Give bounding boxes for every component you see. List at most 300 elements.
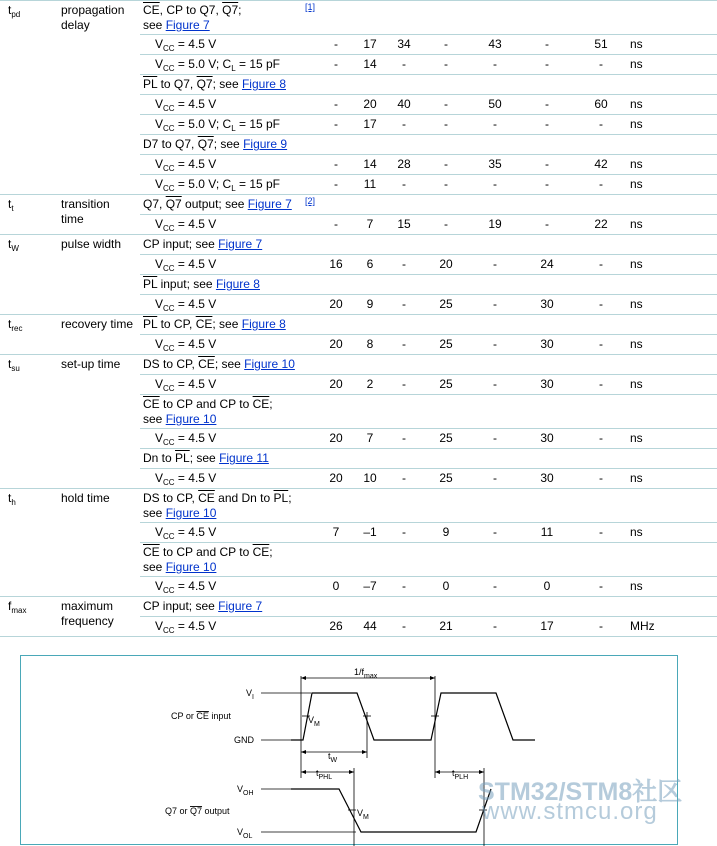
row-divider (140, 154, 717, 155)
parameter-name: time (61, 211, 84, 226)
symbol-letter: t (8, 357, 12, 371)
cl-subscript: L (231, 64, 236, 73)
equals: = (174, 97, 189, 111)
vcc-value: 4.5 V (188, 525, 217, 539)
vcc-symbol: V (155, 177, 164, 191)
cond-max-40-125: - (599, 177, 603, 191)
condition-line2 (143, 506, 216, 521)
cond-min-40-85: - (444, 57, 448, 71)
group-divider (0, 354, 717, 355)
cond-max-25: - (402, 297, 406, 311)
cond-min-40-125: 30 (540, 297, 554, 311)
cond-typ-25: 8 (366, 337, 374, 351)
unit: ns (630, 431, 643, 445)
equals: = (174, 117, 189, 131)
row-divider (140, 428, 717, 429)
cond-min-40-85: - (444, 37, 448, 51)
cond-min-25: 0 (332, 579, 340, 593)
cond-max-25: 15 (397, 217, 411, 231)
condition (143, 237, 262, 252)
vcc-value: 5.0 V (188, 117, 216, 131)
vcc-subscript: CC (163, 384, 175, 393)
vcc-symbol: V (155, 97, 164, 111)
vcc-subscript: CC (163, 586, 175, 595)
cond-max-40-125: - (599, 337, 603, 351)
symbol-subscript: t (11, 204, 14, 213)
cond-max-40-125: - (599, 619, 603, 633)
row-divider (140, 334, 717, 335)
cond-max-40-85: - (493, 177, 497, 191)
cl-subscript: L (231, 124, 236, 133)
symbol-letter: f (8, 599, 12, 613)
separator: ; C (215, 117, 232, 131)
parameter-name: propagation (61, 3, 125, 17)
vcc-value: 4.5 V (188, 37, 217, 51)
cond-typ-25: –1 (363, 525, 377, 539)
fmax-label: $1/f_{max}$ (354, 667, 378, 680)
vm-output-label: $V_M$ (357, 808, 369, 821)
text-run: ; see (189, 451, 220, 465)
cond-min-25: 26 (329, 619, 343, 633)
parameter-name: hold time (61, 491, 110, 505)
symbol (8, 197, 14, 216)
equals: = (174, 217, 189, 231)
text-run: ; (288, 491, 292, 505)
vcc-value: 4.5 V (188, 217, 217, 231)
overbar-signal: $\overline{PL}$ (143, 317, 158, 331)
cond-min-25: - (334, 57, 338, 71)
condition-line2 (143, 18, 210, 33)
vcc-subscript: CC (163, 44, 175, 53)
symbol-subscript: max (11, 606, 27, 615)
condition (143, 3, 242, 18)
symbol-letter: t (8, 317, 12, 331)
vcc-subscript: CC (163, 478, 175, 487)
unit: ns (630, 97, 643, 111)
cond-typ-25: 44 (363, 619, 377, 633)
cond-min-25: - (334, 37, 338, 51)
vcc-value: 4.5 V (188, 257, 217, 271)
condition (143, 357, 295, 372)
text-run: ; see (214, 357, 245, 371)
cond-max-40-85: - (493, 297, 497, 311)
vcc-value: 5.0 V (188, 177, 216, 191)
cond-min-40-125: 11 (540, 525, 554, 539)
symbol-letter: t (8, 3, 12, 17)
text-run: D7 to Q7, (143, 137, 198, 151)
unit: ns (630, 217, 643, 231)
text-run: ; see (213, 137, 244, 151)
equals: = (235, 57, 250, 71)
vol-label: $V_{OL}$ (237, 827, 253, 840)
condition (143, 77, 286, 92)
condition-line2 (143, 412, 216, 427)
unit: ns (630, 57, 643, 71)
symbol (8, 237, 19, 256)
symbol-letter: t (8, 237, 12, 251)
cond-min-25: - (334, 97, 338, 111)
figure-link[interactable]: Figure 10 (165, 559, 217, 574)
unit: ns (630, 377, 643, 391)
figure-link[interactable]: Figure 10 (244, 357, 295, 371)
equals: = (174, 57, 189, 71)
equals: = (174, 157, 189, 171)
cond-typ-25: 9 (366, 297, 374, 311)
cond-min-40-125: - (545, 117, 549, 131)
figure-link[interactable]: Figure 10 (165, 505, 217, 520)
figure-link[interactable]: Figure 11 (219, 451, 269, 465)
cond-typ-25: 11 (363, 177, 377, 191)
cond-min-40-125: 17 (540, 619, 554, 633)
cond-max-40-125: - (599, 257, 603, 271)
cond-min-40-125: 0 (543, 579, 551, 593)
cond-min-25: 20 (329, 297, 343, 311)
cl-value: 15 pF (249, 177, 281, 191)
vcc-symbol: V (155, 579, 164, 593)
q7-output-label: Q7 or Q7 output (165, 806, 230, 816)
cond-max-25: - (402, 57, 406, 71)
footnote-ref[interactable]: [2] (305, 196, 316, 206)
text-run: ; see (212, 317, 242, 331)
cond-max-40-125: 42 (594, 157, 608, 171)
equals: = (174, 37, 189, 51)
text-run: to Q7, (157, 77, 197, 91)
cond-typ-25: 20 (363, 97, 377, 111)
cond-max-25: 34 (397, 37, 411, 51)
figure-link[interactable]: Figure 8 (241, 77, 286, 91)
gnd-label: GND (234, 735, 254, 745)
overbar-signal: $\overline{CE}$ (143, 3, 160, 17)
overbar-signal: $\overline{CE}$ (143, 545, 160, 559)
equals: = (174, 177, 189, 191)
vcc-subscript: CC (163, 224, 175, 233)
symbol-subscript: rec (11, 324, 23, 333)
parameter-name: transition (61, 197, 110, 211)
overbar-signal: Q7 (222, 3, 239, 17)
vcc-symbol: V (155, 337, 164, 351)
row-divider (140, 174, 717, 175)
condition (143, 197, 292, 212)
row-divider (140, 542, 717, 543)
symbol (8, 3, 20, 22)
cond-min-40-125: 24 (540, 257, 554, 271)
unit: ns (630, 297, 643, 311)
cond-max-40-125: - (599, 579, 603, 593)
cond-min-40-85: 25 (439, 471, 453, 485)
cond-min-40-85: 25 (439, 337, 453, 351)
cond-max-40-125: - (599, 377, 603, 391)
figure-link[interactable]: Figure 8 (241, 317, 286, 331)
separator: ; C (215, 177, 232, 191)
cond-min-40-125: 30 (540, 337, 554, 351)
symbol (8, 491, 16, 510)
unit: ns (630, 257, 643, 271)
overbar-signal: $\overline{PL}$ (143, 77, 158, 91)
vcc-subscript: CC (163, 264, 175, 273)
symbol-letter: t (8, 491, 12, 505)
cond-min-40-85: 25 (439, 377, 453, 391)
cond-min-40-85: - (444, 97, 448, 111)
group-divider (0, 596, 717, 597)
cond-min-40-85: 25 (439, 431, 453, 445)
separator: ; C (215, 57, 232, 71)
parameter-name: recovery time (61, 317, 134, 331)
text-run: to CP and CP to (159, 545, 253, 559)
text-run: CP input; see (143, 599, 219, 613)
figure-link[interactable]: Figure 10 (165, 411, 217, 426)
vcc-subscript: CC (163, 184, 175, 193)
symbol (8, 357, 20, 376)
row-divider (140, 522, 717, 523)
cond-min-40-85: 9 (442, 525, 450, 539)
cond-min-25: 20 (329, 471, 343, 485)
output-waveform (291, 789, 491, 832)
cond-min-40-125: - (545, 177, 549, 191)
vcc-subscript: CC (163, 626, 175, 635)
equals: = (174, 619, 189, 633)
symbol-subscript: su (11, 364, 20, 373)
condition (143, 317, 286, 332)
vcc-value: 4.5 V (188, 431, 217, 445)
cond-max-40-85: - (493, 619, 497, 633)
group-divider (0, 234, 717, 235)
text-run: and Dn to (214, 491, 274, 505)
cond-min-25: 20 (329, 377, 343, 391)
overbar-signal: $\overline{CE}$ (195, 317, 213, 331)
vcc-symbol: V (155, 117, 164, 131)
overbar-signal: $\overline{CE}$ (198, 357, 215, 371)
text-run: to CP, (157, 317, 196, 331)
cond-max-25: - (402, 257, 406, 271)
text-run: ; (238, 3, 242, 17)
cond-max-25: - (402, 431, 406, 445)
equals: = (174, 377, 189, 391)
cond-min-40-125: 30 (540, 471, 554, 485)
cond-min-40-85: 0 (442, 579, 450, 593)
vcc-subscript: CC (163, 438, 175, 447)
group-divider (0, 194, 717, 195)
cond-min-25: 20 (329, 431, 343, 445)
cond-min-25: - (334, 217, 338, 231)
cond-max-40-85: - (493, 431, 497, 445)
unit: ns (630, 37, 643, 51)
footnote-ref[interactable]: [1] (305, 2, 316, 12)
vcc-symbol: V (155, 57, 164, 71)
cond-min-40-125: - (545, 57, 549, 71)
text-run: see (143, 505, 166, 520)
figure-link[interactable]: Figure 7 (165, 17, 210, 32)
row-divider (140, 134, 717, 135)
parameter-name: maximum (61, 599, 114, 613)
text-run: see (143, 17, 166, 32)
cond-min-40-85: 25 (439, 297, 453, 311)
condition-line2 (143, 560, 216, 575)
overbar-signal: $\overline{PL}$ (273, 491, 289, 505)
figure-link[interactable]: Figure 7 (247, 197, 292, 211)
row-divider (140, 34, 717, 35)
table-bottom-border (0, 636, 717, 637)
vcc-symbol: V (155, 525, 164, 539)
cond-typ-25: 14 (363, 157, 377, 171)
overbar-signal: Q7 (197, 137, 214, 151)
cond-min-40-85: - (444, 177, 448, 191)
cond-max-40-125: - (599, 57, 603, 71)
text-run: see (143, 411, 166, 426)
vcc-subscript: CC (163, 532, 175, 541)
unit: ns (630, 337, 643, 351)
overbar-signal: $\overline{PL}$ (175, 451, 190, 465)
parameter-name: frequency (61, 613, 114, 628)
cond-min-40-125: - (545, 217, 549, 231)
unit: ns (630, 471, 643, 485)
row-divider (140, 468, 717, 469)
vi-label: $V_I$ (246, 688, 254, 701)
cond-max-40-125: 60 (594, 97, 608, 111)
vcc-symbol: V (155, 37, 164, 51)
figure-link[interactable]: Figure 8 (215, 277, 260, 291)
cond-max-25: - (402, 377, 406, 391)
row-divider (140, 114, 717, 115)
cond-max-25: - (402, 117, 406, 131)
cond-max-40-85: 35 (488, 157, 502, 171)
tplh-label: $t_{PLH}$ (452, 768, 469, 781)
figure-link[interactable]: Figure 7 (218, 599, 263, 613)
cond-max-40-125: - (599, 525, 603, 539)
cond-max-40-85: - (493, 57, 497, 71)
text-run: Q7, (143, 197, 166, 211)
figure-link[interactable]: Figure 7 (218, 237, 263, 251)
cond-max-40-85: - (493, 117, 497, 131)
cond-typ-25: –7 (363, 579, 377, 593)
cond-min-40-125: - (545, 97, 549, 111)
voh-label: $V_{OH}$ (237, 784, 254, 797)
row-divider (140, 294, 717, 295)
cond-max-40-85: 50 (488, 97, 502, 111)
cond-min-25: 7 (332, 525, 340, 539)
equals: = (174, 257, 189, 271)
vcc-subscript: CC (163, 304, 175, 313)
text-run: ; (269, 545, 273, 559)
cond-typ-25: 2 (366, 377, 374, 391)
overbar-signal: Q7 (165, 197, 182, 211)
row-divider (140, 576, 717, 577)
unit: ns (630, 177, 643, 191)
cond-max-25: - (402, 619, 406, 633)
cond-max-25: - (402, 337, 406, 351)
cond-min-40-125: - (545, 157, 549, 171)
cond-min-25: - (334, 177, 338, 191)
vcc-value: 4.5 V (188, 97, 217, 111)
overbar-signal: $\overline{CE}$ (252, 397, 270, 411)
condition (143, 277, 260, 292)
text-run: CP input; see (143, 237, 219, 251)
cond-max-40-85: - (493, 377, 497, 391)
condition (143, 397, 273, 412)
equals: = (174, 297, 189, 311)
cond-min-25: 16 (329, 257, 343, 271)
cond-min-25: 20 (329, 337, 343, 351)
symbol (8, 317, 22, 336)
table-top-border (0, 0, 717, 1)
text-run: , CP to Q7, (159, 3, 223, 17)
cond-max-40-125: - (599, 431, 603, 445)
vcc-value: 4.5 V (188, 337, 217, 351)
group-divider (0, 314, 717, 315)
overbar-signal: $\overline{CE}$ (252, 545, 270, 559)
vcc-value: 4.5 V (188, 377, 217, 391)
cp-input-label: CP or CE input (171, 711, 231, 721)
symbol-subscript: pd (11, 10, 21, 19)
equals: = (174, 431, 189, 445)
symbol-letter: t (8, 197, 12, 211)
cond-max-40-85: 43 (488, 37, 502, 51)
vcc-value: 4.5 V (188, 297, 217, 311)
unit: ns (630, 579, 643, 593)
vcc-symbol: V (155, 471, 164, 485)
text-run: see (143, 559, 166, 574)
row-divider (140, 74, 717, 75)
cond-min-40-85: - (444, 217, 448, 231)
row-divider (140, 254, 717, 255)
vcc-symbol: V (155, 257, 164, 271)
symbol (8, 599, 26, 618)
row-divider (140, 448, 717, 449)
text-run: ; (269, 397, 273, 411)
row-divider (140, 374, 717, 375)
equals: = (174, 525, 189, 539)
cond-min-25: - (334, 117, 338, 131)
vcc-value: 5.0 V (188, 57, 216, 71)
cond-typ-25: 17 (363, 37, 377, 51)
row-divider (140, 616, 717, 617)
parameter-name: set-up time (61, 357, 121, 371)
cond-min-25: - (334, 157, 338, 171)
figure-link[interactable]: Figure 9 (243, 137, 288, 151)
overbar-signal: $\overline{PL}$ (143, 277, 158, 291)
equals: = (235, 117, 250, 131)
vcc-value: 4.5 V (188, 619, 217, 633)
row-divider (140, 214, 717, 215)
input-waveform (291, 693, 535, 740)
vcc-symbol: V (155, 619, 164, 633)
cond-typ-25: 14 (363, 57, 377, 71)
vcc-symbol: V (155, 297, 164, 311)
cond-max-40-85: - (493, 579, 497, 593)
cond-max-25: - (402, 177, 406, 191)
cond-typ-25: 17 (363, 117, 377, 131)
vcc-value: 4.5 V (188, 579, 217, 593)
vcc-subscript: CC (163, 124, 175, 133)
cond-min-40-85: 21 (439, 619, 453, 633)
cond-max-40-85: - (493, 257, 497, 271)
cond-min-40-125: - (545, 37, 549, 51)
row-divider (140, 274, 717, 275)
tw-label: $t_W$ (328, 751, 338, 764)
cond-max-40-125: - (599, 117, 603, 131)
cond-min-40-85: - (444, 117, 448, 131)
text-run: Dn to (143, 451, 176, 465)
text-run: input; see (157, 277, 216, 291)
row-divider (140, 54, 717, 55)
vcc-symbol: V (155, 157, 164, 171)
equals: = (235, 177, 250, 191)
cond-max-40-125: - (599, 297, 603, 311)
condition (143, 137, 287, 152)
condition (143, 545, 273, 560)
cond-max-25: - (402, 471, 406, 485)
text-run: DS to CP, (143, 357, 199, 371)
vcc-subscript: CC (163, 104, 175, 113)
